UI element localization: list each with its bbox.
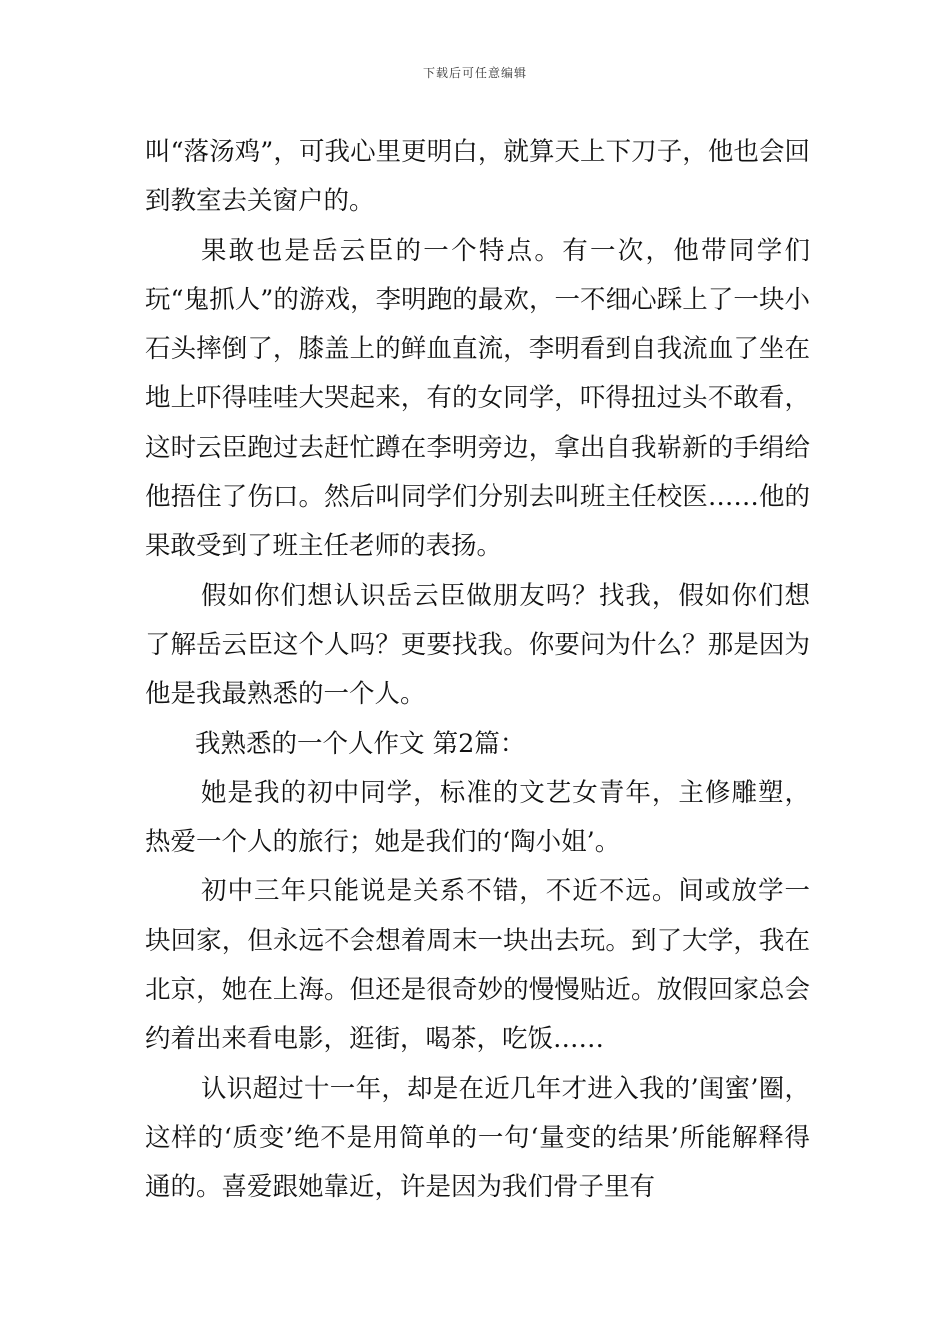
- paragraph-intro-friend: 她是我的初中同学，标准的文艺女青年，主修雕塑，热爱一个人的旅行；她是我们的‘陶小姐’。: [145, 777, 810, 858]
- essay-section-heading: 我熟悉的一个人作文 第2篇：: [195, 728, 526, 759]
- paragraph-eleven-years: 认识超过十一年，却是在近几年才进入我的’闺蜜’圈，这样的‘质变’绝不是用简单的一句‘量变的结果’所能解释得通的。喜爱跟她靠近，许是因为我们骨子里有: [145, 1073, 810, 1203]
- paragraph-courage: 果敢也是岳云臣的一个特点。有一次，他带同学们玩“鬼抓人”的游戏，李明跑的最欢，一不细心踩上了一块小石头摔倒了，膝盖上的鲜血直流，李明看到自我流血了坐在地上吓得哇哇大哭起来，有的女同学，吓得扭过头不敢看，这时云臣跑过去赶忙蹲在李明旁边，拿出自我崭新的手绢给他捂住了伤口。然后叫同学们分别去叫班主任校医……他的果敢受到了班主任老师的表扬。: [145, 235, 810, 562]
- page-header-note: 下载后可任意编辑: [422, 66, 527, 80]
- paragraph-continuation: 叫“落汤鸡”，可我心里更明白，就算天上下刀子，他也会回到教室去关窗户的。: [145, 137, 810, 217]
- paragraph-middle-school: 初中三年只能说是关系不错，不近不远。间或放学一块回家，但永远不会想着周末一块出去玩。到了大学，我在北京，她在上海。但还是很奇妙的慢慢贴近。放假回家总会约着出来看电影，逛街，喝茶，吃饭……: [145, 876, 810, 1055]
- paragraph-conclusion: 假如你们想认识岳云臣做朋友吗？找我，假如你们想了解岳云臣这个人吗？更要找我。你要问为什么？那是因为他是我最熟悉的一个人。: [145, 580, 810, 710]
- document-body: [145, 128, 810, 1213]
